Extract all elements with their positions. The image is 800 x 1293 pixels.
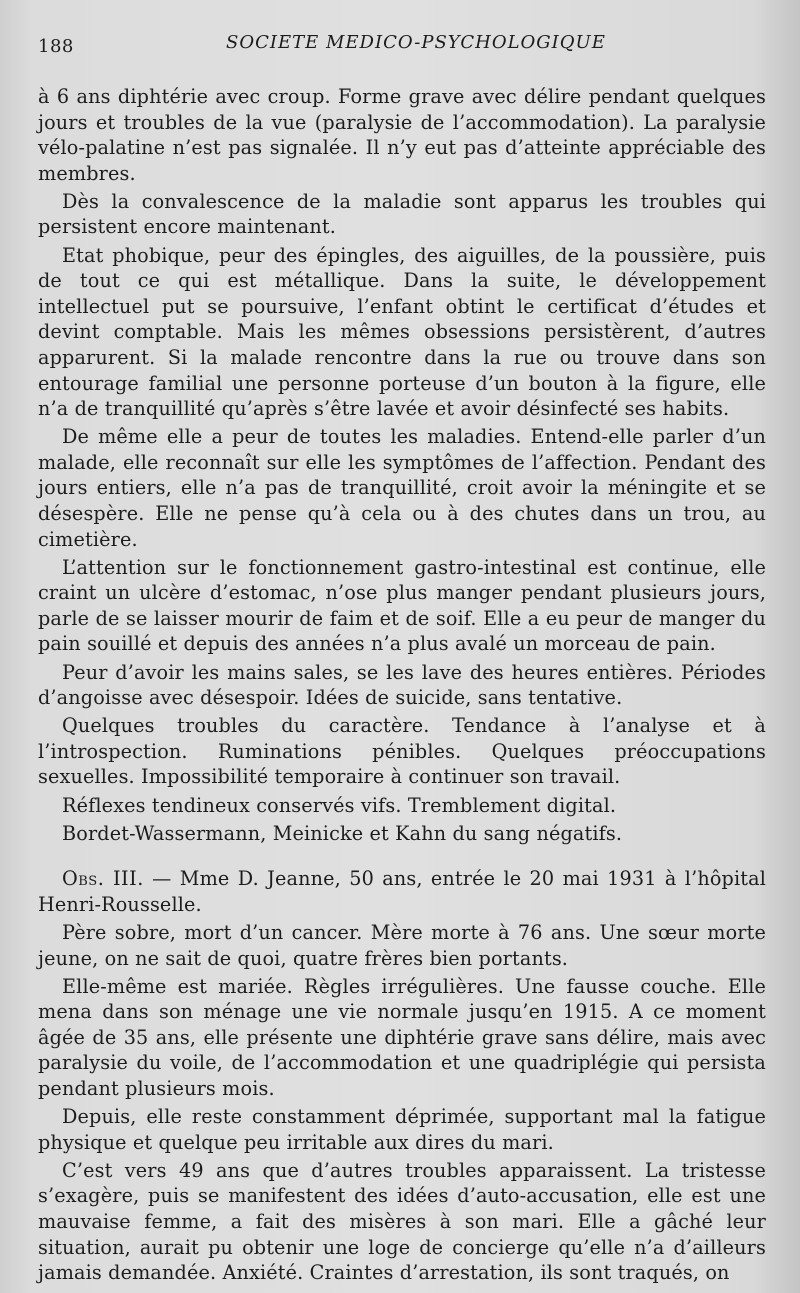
body-text bbox=[38, 84, 766, 1286]
paragraph-13: C’est vers 49 ans que d’autres troubles apparaissent. La tristesse s’exagère, puis se manifestent des idées d’auto-accusation, elle est une mauvaise femme, a fait des misères à son mari. Elle a gâché leur situation, aurait pu obtenir une loge de concierge qu’elle n’a d’ailleurs jamais demandée. Anxiété. Craintes d’arrestation, ils sont traqués, on bbox=[38, 1158, 766, 1285]
paragraph-8: Réflexes tendineux conservés vifs. Tremblement digital. bbox=[62, 793, 617, 817]
observation-text: — Mme D. Jeanne, 50 ans, entrée le 20 mai 1931 à l’hôpital Henri-Rousselle. bbox=[38, 867, 766, 916]
paragraph-12: Depuis, elle reste constamment déprimée, supportant mal la fatigue physique et quelque peu irritable aux dires du mari. bbox=[38, 1105, 766, 1154]
paragraph-2: Dès la convalescence de la maladie sont apparus les troubles qui persistent encore maintenant. bbox=[38, 189, 766, 239]
paragraph-4: De même elle a peur de toutes les maladies. Entend-elle parler d’un malade, elle reconnaît sur elle les symptômes de l’affection. Pendant des jours entiers, elle n’a pas de tranquillité, croit avoir la méningite et se désespère. Elle ne pense qu’à cela ou à des chutes dans un trou, au cimetière. bbox=[38, 425, 766, 551]
paragraph-1: à 6 ans diphtérie avec croup. Forme grave avec délire pendant quelques jours et troubles de la vue (paralysie de l’accommodation). La paralysie vélo-palatine n’est pas signalée. Il n’y eut pas d’atteinte appréciable des membres. bbox=[38, 85, 766, 185]
paragraph-9: Bordet-Wassermann, Meinicke et Kahn du sang négatifs. bbox=[62, 821, 623, 845]
running-title: SOCIETE MEDICO-PSYCHOLOGIQUE bbox=[226, 32, 606, 53]
paragraph-11: Elle-même est mariée. Règles irrégulières. Une fausse couche. Elle mena dans son ménage une vie normale jusqu’en 1915. A ce moment âgée de 35 ans, elle présente une diphtérie grave sans délire, mais avec paralysie du voile, de l’accommodation et une quadriplégie qui persista pendant plusieurs mois. bbox=[38, 974, 766, 1100]
paragraph-3: Etat phobique, peur des épingles, des aiguilles, de la poussière, puis de tout ce qui est métallique. Dans la suite, le développement intellectuel put se poursuive, l’enfant obtint le certificat d’études et devint comptable. Mais les mêmes obsessions persistèrent, d’autres apparurent. Si la malade rencontre dans la rue ou trouve dans son entourage familial une personne porteuse d’un bouton à la figure, elle n’a de tranquillité qu’après s’être lavée et avoir désinfecté ses habits. bbox=[38, 243, 766, 421]
observation-label: Obs. III. bbox=[62, 867, 144, 891]
paragraph-5: L’attention sur le fonctionnement gastro-intestinal est continue, elle craint un ulcère d’estomac, n’ose plus manger pendant plusieurs jours, parle de se laisser mourir de faim et de soif. Elle a eu peur de manger du pain souillé et depuis des années n’a plus avalé un morceau de pain. bbox=[38, 555, 766, 656]
paragraph-10: Père sobre, mort d’un cancer. Mère morte à 76 ans. Une sœur morte jeune, on ne sait de quoi, quatre frères bien portants. bbox=[38, 920, 766, 970]
page-header bbox=[38, 32, 766, 62]
paragraph-6: Peur d’avoir les mains sales, se les lave des heures entières. Périodes d’angoisse avec désespoir. Idées de suicide, sans tentative. bbox=[38, 660, 766, 710]
page-number: 188 bbox=[38, 36, 74, 57]
paragraph-7: Quelques troubles du caractère. Tendance à l’analyse et à l’introspection. Ruminations pénibles. Quelques préoccupations sexuelles. Impossibilité temporaire à continuer son travail. bbox=[38, 714, 766, 789]
observation-heading bbox=[38, 866, 766, 917]
